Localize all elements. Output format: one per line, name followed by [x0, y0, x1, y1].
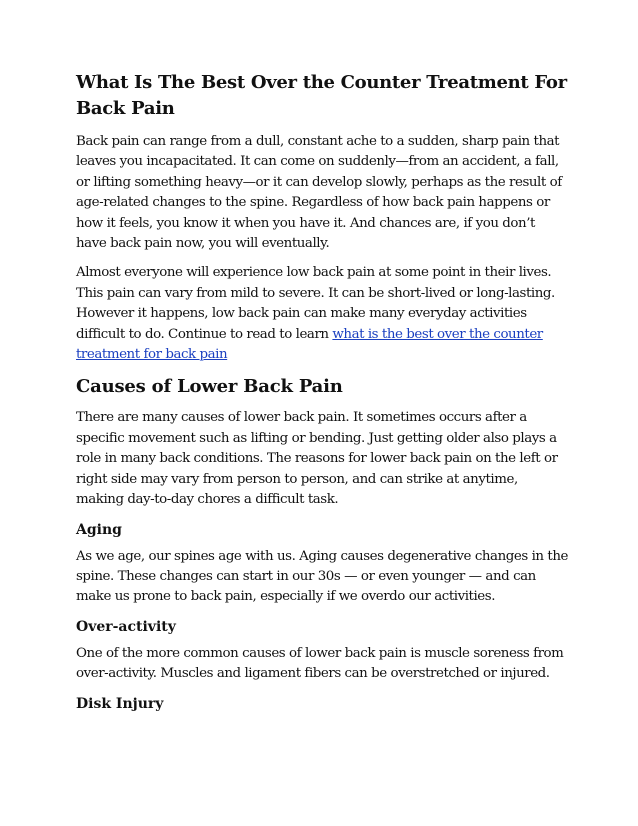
best-treatment-link[interactable]: what is the best over the counter treatment for back pain	[76, 326, 543, 363]
overactivity-heading: Over-activity	[76, 618, 176, 635]
intro-paragraph-1: Back pain can range from a dull, constant ache to a sudden, sharp pain that leaves you incapacitated. It can come on suddenly—from an accident, a fall, or lifting something heavy—or it can develop slowly, perhaps as the result of age-related changes to the spine. Regardless of how back pain happens or how it feels, you know it when you have it. And chances are, if you don’t have back pain now, you will eventually.	[76, 134, 562, 252]
document-page	[76, 70, 568, 721]
article-title: What Is The Best Over the Counter Treatment For Back Pain	[76, 72, 567, 119]
causes-heading: Causes of Lower Back Pain	[76, 376, 343, 398]
aging-heading: Aging	[76, 521, 122, 538]
intro-paragraph-2	[76, 263, 568, 365]
aging-paragraph: As we age, our spines age with us. Aging causes degenerative changes in the spine. These changes can start in our 30s — or even younger — and can make us prone to back pain, especially if we overdo our activities.	[76, 548, 568, 605]
disk-injury-heading: Disk Injury	[76, 695, 164, 712]
overactivity-paragraph: One of the more common causes of lower back pain is muscle soreness from over-activity. Muscles and ligament fibers can be overstretched or injured.	[76, 645, 564, 682]
causes-paragraph: There are many causes of lower back pain. It sometimes occurs after a specific movement such as lifting or bending. Just getting older also plays a role in many back conditions. The reasons for lower back pain on the left or right side may vary from person to person, and can strike at anytime, making day-to-day chores a difficult task.	[76, 410, 558, 508]
intro-paragraph-2-text: Almost everyone will experience low back pain at some point in their lives. This pain can vary from mild to severe. It can be short-lived or long-lasting. However it happens, low back pain can make many everyday activities difficult to do. Continue to read to learn	[76, 265, 555, 342]
